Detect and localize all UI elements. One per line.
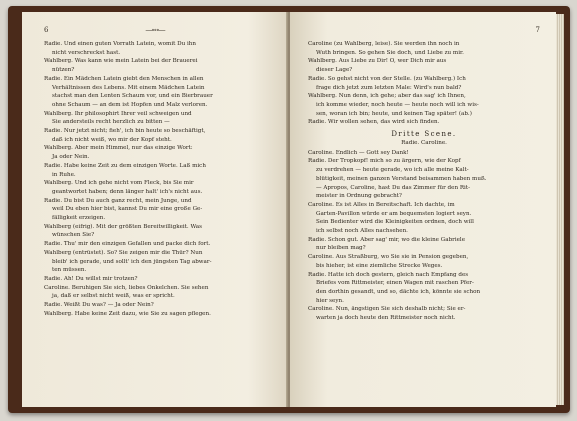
text-line: Radie. Du bist Du auch ganz recht, mein Junge, und bbox=[44, 197, 192, 204]
right-dialogue-top bbox=[308, 40, 540, 127]
text-line: Radie. Der Tropkopf! mich so zu ärgern, wie der Kopf bbox=[308, 158, 461, 165]
text-line: ich komme wieder, noch heute — heute noch will ich wis- bbox=[316, 101, 479, 108]
page-edges bbox=[556, 14, 564, 405]
text-line: fälligkeit erzeigen. bbox=[52, 215, 106, 222]
text-line: geantwortet haben; denn länger halt' ich's nicht aus. bbox=[52, 188, 203, 195]
text-line: stachst man den Lenten Schaum vor, und ein Bierbrauer bbox=[52, 93, 213, 100]
left-page-number: 6 bbox=[44, 26, 49, 34]
text-line: Wahlberg. Aber mein Himmel, nur das einzige Wort: bbox=[44, 145, 193, 152]
text-line: Caroline. Endlich — Gott sey Dank! bbox=[308, 149, 409, 156]
text-line: dieser Lage? bbox=[316, 67, 353, 74]
text-line: hier seyn. bbox=[316, 297, 344, 304]
text-line: zu verdrehen — heute gerade, wo ich alle meine Kalt- bbox=[316, 167, 469, 174]
text-line: nützen? bbox=[52, 67, 75, 74]
right-page-text bbox=[308, 40, 540, 323]
text-line: ja, daß er selbst nicht weiß, was er spricht. bbox=[52, 293, 175, 300]
text-line: Garten-Pavillon würde er am bequemsten logiert seyn. bbox=[316, 210, 472, 217]
text-line: Radie. Hatte ich doch gestern, gleich nach Empfang des bbox=[308, 271, 469, 278]
text-line: Radie. Ein Mädchen Latein giebt den Menschen in allen bbox=[44, 75, 204, 82]
text-line: warten ja doch heute den Rittmeister noch nicht. bbox=[316, 315, 456, 322]
text-line: Sie andersteils recht herzlich zu bitten — bbox=[52, 119, 170, 126]
text-line: Radie. Schon gut. Aber sag' mir, wo die kleine Gabriele bbox=[308, 236, 466, 243]
text-line: Wahlberg (eifrig). Mit der größten Bereitwilligkeit. Was bbox=[44, 223, 202, 230]
text-line: Caroline. Es ist Alles in Bereitschaft. Ich dachte, im bbox=[308, 201, 455, 208]
text-line: Wahlberg. Was kann wie mein Latein bei der Brauerei bbox=[44, 58, 198, 65]
right-page bbox=[290, 12, 556, 407]
text-line: bis hieher, ist eine ziemliche Strecke Weges. bbox=[316, 262, 443, 269]
text-line: Wahlberg (entrüstet). So? Sie zeigen mir die Thür? Nun bbox=[44, 249, 203, 256]
text-line: Wahlberg. Aus Liebe zu Dir! O, wer Dich mir aus bbox=[308, 58, 447, 65]
text-line: meister in Ordnung gebracht? bbox=[316, 193, 402, 200]
text-line: daß ich nicht weiß, wo mir der Kopf steht. bbox=[52, 136, 172, 143]
text-line: Sein Bedienter wird die Kleinigkeiten ordnen, doch will bbox=[316, 219, 474, 226]
text-line: Wuth bringen. So gehen Sie doch, und Liebe zu mir. bbox=[316, 49, 464, 56]
text-line: Caroline. Nun, ängstigen Sie sich deshalb nicht; Sie er- bbox=[308, 306, 466, 313]
text-line: Radie. Weißt Du was? — Ja oder Nein? bbox=[44, 302, 154, 309]
text-line: nicht verschreckst hast. bbox=[52, 49, 121, 56]
text-line: Radie. So gehst nicht von der Stelle. (zu Wahlberg.) Ich bbox=[308, 75, 466, 82]
right-page-header bbox=[290, 26, 556, 36]
text-line: Radie. Und einen guten Vorrath Latein, womit Du ihn bbox=[44, 41, 196, 47]
text-line: blütigkeit, meinen ganzen Verstand beisammen haben muß. bbox=[316, 175, 487, 182]
text-line: Caroline (zu Wahlberg, leise). Sie werden ihn noch in bbox=[308, 41, 460, 47]
text-line: frage dich jetzt zum letzten Male: Wird's nun bald? bbox=[316, 84, 462, 91]
text-line: Wahlberg. Nun denn, ich gehe; aber das sag' ich Ihnen, bbox=[308, 93, 466, 100]
text-line: Radie. Nur jetzt nicht; fieh', ich bin heute so beschäftigt, bbox=[44, 128, 206, 135]
text-line: Radie. Wir wollen sehen, das wird sich finden. bbox=[308, 119, 440, 126]
left-header-ornament: —∘∘∘— bbox=[145, 26, 165, 34]
text-line: weil Du eben hier bist, kannst Du mir eine große Ge- bbox=[52, 206, 203, 213]
text-line: Radie. Habe keine Zeit zu dem einzigen Worte. Laß mich bbox=[44, 162, 206, 169]
text-line: Wahlberg. Und ich gehe nicht vom Fleck, bis Sie mir bbox=[44, 180, 194, 187]
text-line: bleib' ich gerade, und sollt' ich den jüngsten Tag abwar- bbox=[52, 258, 212, 265]
book bbox=[8, 6, 570, 413]
text-line: ohne Schaum — an dem ist Hopfen und Malz verloren. bbox=[52, 101, 208, 108]
right-page-number: 7 bbox=[535, 26, 540, 34]
text-line: Radie. Thu' mir den einzigen Gefallen und packe dich fort. bbox=[44, 241, 211, 248]
scene-heading: Dritte Scene. bbox=[391, 130, 457, 139]
scene-characters: Radie. Caroline. bbox=[401, 140, 447, 147]
left-page bbox=[22, 12, 288, 407]
text-line: — Apropos, Caroline, hast Du das Zimmer für den Rit- bbox=[316, 184, 470, 191]
text-line: ten müssen. bbox=[52, 267, 87, 274]
text-line: Briefes vom Rittmeister, einen Wagen mit raschen Pfer- bbox=[316, 280, 474, 287]
text-line: ich selbst noch Alles nachsehen. bbox=[316, 228, 408, 235]
left-page-header bbox=[22, 26, 288, 36]
text-line: Radie. Ah! Du willst mir trotzen? bbox=[44, 275, 138, 282]
text-line: Verhältnissen des Lebens. Mit einem Mädchen Latein bbox=[52, 84, 205, 91]
text-line: nur bleiben mag? bbox=[316, 245, 366, 252]
text-line: sen, woran ich bin; heute, und keinen Tag später! (ab.) bbox=[316, 110, 472, 117]
right-dialogue-bottom bbox=[308, 149, 540, 323]
text-line: wünschen Sie? bbox=[52, 232, 95, 239]
text-line: den dorthin gesandt, und so, dächte ich, könnte sie schon bbox=[316, 288, 481, 295]
left-page-text bbox=[44, 40, 274, 319]
text-line: in Ruhe. bbox=[52, 171, 76, 178]
text-line: Ja oder Nein. bbox=[52, 154, 90, 161]
text-line: Caroline. Beruhigen Sie sich, liebes Onkelchen. Sie sehen bbox=[44, 284, 209, 291]
text-line: Wahlberg. Habe keine Zeit dazu, wie Sie zu sagen pflegen. bbox=[44, 310, 211, 317]
text-line: Caroline. Aus Straßburg, wo Sie sie in Pension gegeben, bbox=[308, 254, 469, 261]
text-line: Wahlberg. Ihr philosophirt Ihrer veil schweigen und bbox=[44, 110, 192, 117]
